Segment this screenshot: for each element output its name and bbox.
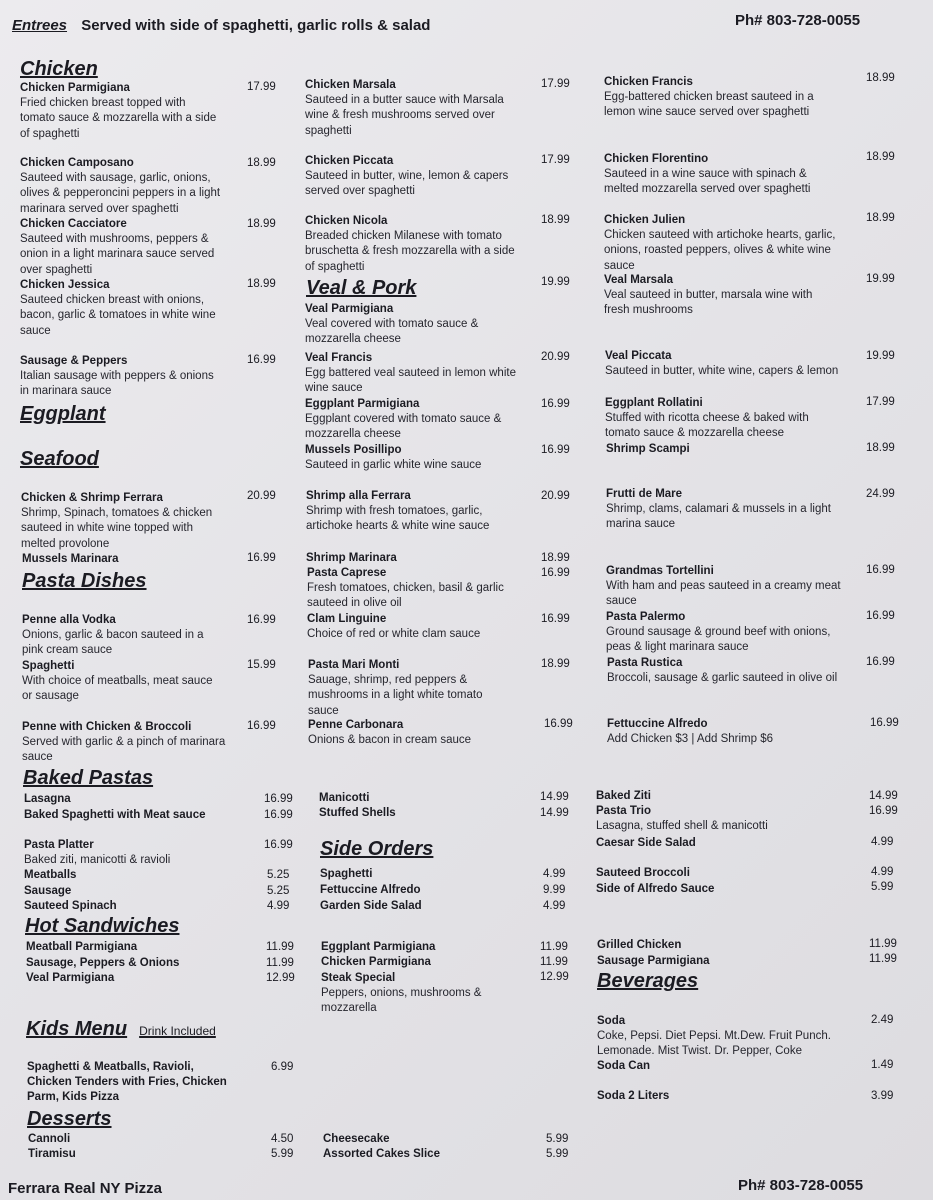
menu-item-description: Sauteed in a butter sauce with Marsala wine & fresh mushrooms served over spaghetti [305,94,504,137]
menu-item-veal-piccata [605,349,838,379]
menu-item-name: Chicken Jessica [20,279,110,291]
menu-item-price: 17.99 [541,78,570,90]
section-seafood: Seafood [20,448,99,470]
menu-item-price: 16.99 [264,793,293,805]
menu-item-description: Breaded chicken Milanese with tomato bruschetta & fresh mozzarella with a side of spaghetti [305,230,515,273]
menu-item-name: Side of Alfredo Sauce [596,883,715,895]
menu-item-name: Veal Piccata [605,350,672,362]
menu-item-name: Mussels Marinara [22,553,119,565]
menu-item-description: Sauteed with mushrooms, peppers & onion in a light marinara sauce served over spaghetti [20,233,215,276]
menu-item-price: 17.99 [247,81,276,93]
menu-item-price: 6.99 [271,1061,294,1073]
menu-item-manicotti [319,791,369,806]
menu-item-name: Mussels Posillipo [305,444,402,456]
menu-item-pasta-rustica [607,656,837,686]
menu-item-name: Chicken Piccata [305,155,394,167]
menu-item-penne-alla-vodka [22,613,204,659]
menu-item-name: Eggplant Parmigiana [305,398,420,410]
menu-item-price: 12.99 [540,971,569,983]
menu-item-stuffed-shells [319,806,396,821]
section-hot-sandwiches: Hot Sandwiches [25,915,180,937]
menu-item-name: Shrimp alla Ferrara [306,490,411,502]
header-entrees [12,17,430,34]
menu-item-sausage [24,884,71,899]
section-veal-pork: Veal & Pork [306,277,417,299]
section-desserts: Desserts [27,1108,112,1130]
menu-item-price: 18.99 [866,151,895,163]
menu-item-caesar-side-salad [596,836,696,851]
menu-item-name: Pasta Platter [24,839,94,851]
menu-item-description: Fresh tomatoes, chicken, basil & garlic sauteed in olive oil [307,582,504,610]
menu-item-name: Sausage Parmigiana [597,955,710,967]
menu-item-price: 5.99 [546,1133,569,1145]
menu-item-price: 5.99 [871,881,894,893]
menu-item-name: Soda [597,1015,626,1027]
menu-item-eggplant-parmigiana [321,940,435,955]
section-baked-pastas: Baked Pastas [23,767,154,789]
menu-item-name: Penne with Chicken & Broccoli [22,721,192,733]
menu-item-eggplant-rollatini [605,396,809,442]
menu-item-description: Veal covered with tomato sauce & mozzarella cheese [305,318,479,346]
menu-item-name: Chicken Parmigiana [20,82,130,94]
menu-item-price: 18.99 [541,214,570,226]
menu-item-name: Sauteed Broccoli [596,867,690,879]
menu-item-description: Sauage, shrimp, red peppers & mushrooms in a light white tomato sauce [308,674,483,717]
menu-item-soda [597,1014,831,1060]
menu-item-description: Eggplant covered with tomato sauce & mozzarella cheese [305,413,502,441]
menu-item-description: Sauteed in garlic white wine sauce [305,459,482,471]
menu-item-baked-ziti [596,789,651,804]
menu-item-price: 18.99 [247,218,276,230]
menu-item-tiramisu [28,1147,76,1162]
menu-item-description: Veal sauteed in butter, marsala wine with fresh mushrooms [604,289,813,317]
menu-item-price: 16.99 [247,552,276,564]
menu-item-name: Soda Can [597,1060,651,1072]
menu-item-name: Clam Linguine [307,613,387,625]
menu-item-description: Sauteed in butter, white wine, capers & lemon [605,365,839,377]
menu-item-name: Veal Parmigiana [305,303,394,315]
menu-item-price: 5.99 [271,1148,294,1160]
menu-item-pasta-trio [596,804,768,834]
menu-item-price: 16.99 [264,839,293,851]
menu-item-shrimp-alla-ferrara [306,489,489,535]
menu-item-soda-can [597,1059,650,1074]
kids-menu-note: Drink Included [139,1024,216,1038]
menu-item-price: 20.99 [541,351,570,363]
menu-item-price: 11.99 [540,941,568,953]
menu-item-name: Eggplant Parmigiana [321,941,436,953]
menu-item-price: 11.99 [540,956,568,968]
menu-item-fettuccine-alfredo [320,883,421,898]
menu-item-assorted-cakes-slice [323,1147,440,1162]
menu-item-price: 18.99 [866,212,895,224]
menu-item-price: 14.99 [869,790,898,802]
menu-item-veal-marsala [604,273,812,319]
menu-item-chicken-piccata [305,154,508,200]
menu-item-pasta-palermo [606,610,830,656]
section-beverages: Beverages [597,970,699,992]
menu-item-price: 18.99 [866,442,895,454]
menu-item-description: With ham and peas sauteed in a creamy meat sauce [606,580,841,608]
menu-item-name: Chicken Marsala [305,79,396,91]
menu-item-description: Sauteed chicken breast with onions, bacon, garlic & tomatoes in white wine sauce [20,294,216,337]
menu-item-penne-carbonara [308,718,471,748]
menu-item-chicken-parmigiana [321,955,431,970]
menu-item-name: Cheesecake [323,1133,390,1145]
menu-item-price: 12.99 [266,972,295,984]
menu-item-name: Garden Side Salad [320,900,422,912]
menu-item-soda-2-liters [597,1089,669,1104]
menu-item-name: Sausage & Peppers [20,355,128,367]
menu-item-spaghetti [22,659,212,705]
menu-item-price: 19.99 [866,273,895,285]
menu-item-price: 19.99 [866,350,895,362]
menu-item-price: 14.99 [540,791,569,803]
phone-number-bottom: Ph# 803-728-0055 [738,1177,864,1194]
menu-item-chicken-marsala [305,78,504,139]
menu-item-price: 4.99 [543,868,566,880]
menu-item-price: 16.99 [866,656,895,668]
menu-item-description: Served with garlic & a pinch of marinara sauce [22,736,226,764]
menu-item-name: Grilled Chicken [597,939,682,951]
menu-item-frutti-de-mare [606,487,831,533]
menu-item-name: Sausage, Peppers & Onions [26,957,180,969]
menu-item-name: Manicotti [319,792,370,804]
menu-item-pasta-mari-monti [308,658,483,719]
menu-item-price: 4.99 [871,866,894,878]
menu-item-price: 20.99 [247,490,276,502]
section-pasta-dishes: Pasta Dishes [22,570,147,592]
menu-item-description: Egg-battered chicken breast sauteed in a lemon wine sauce served over spaghetti [604,91,814,119]
menu-item-description: Onions, garlic & bacon sauteed in a pink cream sauce [22,629,204,657]
menu-item-name: Stuffed Shells [319,807,396,819]
section-eggplant: Eggplant [20,403,106,425]
menu-item-name: Pasta Caprese [307,567,387,579]
menu-item-name: Pasta Trio [596,805,651,817]
menu-item-price: 5.25 [267,885,290,897]
menu-item-description: Peppers, onions, mushrooms & mozzarella [321,987,482,1015]
menu-item-price: 16.99 [541,567,570,579]
menu-item-price: 16.99 [869,805,898,817]
menu-item-description: Egg battered veal sauteed in lemon white wine sauce [305,367,516,395]
menu-item-price: 9.99 [543,884,566,896]
menu-item-name: Chicken Julien [604,214,686,226]
menu-item-price: 20.99 [541,490,570,502]
menu-item-meatballs [24,868,76,883]
menu-item-name: Penne Carbonara [308,719,404,731]
menu-item-cheesecake [323,1132,390,1147]
menu-item-name: Chicken Cacciatore [20,218,127,230]
menu-item-price: 16.99 [544,718,573,730]
menu-item-name: Sauteed Spinach [24,900,117,912]
section-kids-menu [26,1018,216,1041]
menu-item-description: Onions & bacon in cream sauce [308,734,472,746]
menu-item-price: 11.99 [266,957,294,969]
menu-item-price: 18.99 [541,552,570,564]
menu-item-price: 16.99 [247,354,276,366]
menu-item-price: 1.49 [871,1059,894,1071]
menu-item-mussels-posillipo [305,443,481,473]
menu-item-name: Penne alla Vodka [22,614,116,626]
menu-item-veal-francis [305,351,516,397]
menu-item-veal-parmigiana [26,971,114,986]
menu-item-name: Baked Spaghetti with Meat sauce [24,809,206,821]
menu-item-description: Broccoli, sausage & garlic sauteed in olive oil [607,672,838,684]
menu-item-name: Lasagna [24,793,71,805]
menu-item-description: Baked ziti, manicotti & ravioli [24,854,171,866]
menu-item-name: Spaghetti & Meatballs, Ravioli, Chicken Tenders with Fries, Chicken Parm, Kids Pizza [27,1061,227,1103]
menu-item-fettuccine-alfredo [607,717,773,747]
menu-item-price: 4.50 [271,1133,294,1145]
menu-item-sauteed-broccoli [596,866,690,881]
menu-item-chicken-parmigiana [20,81,216,142]
menu-item-name: Frutti de Mare [606,488,683,500]
menu-item-description: Ground sausage & ground beef with onions, peas & light marinara sauce [606,626,831,654]
menu-item-name: Chicken Nicola [305,215,388,227]
menu-item-description: Coke, Pepsi. Diet Pepsi. Mt.Dew. Fruit Punch. Lemonade. Mist Twist. Dr. Pepper, Coke [597,1030,831,1058]
menu-item-chicken-jessica [20,278,216,339]
menu-item-price: 24.99 [866,488,895,500]
menu-item-grilled-chicken [597,938,681,953]
menu-item-name: Steak Special [321,972,396,984]
menu-item-name: Eggplant Rollatini [605,397,703,409]
menu-item-name: Assorted Cakes Slice [323,1148,440,1160]
menu-item-name: Veal Parmigiana [26,972,115,984]
menu-item-price: 3.99 [871,1090,894,1102]
menu-item-price: 17.99 [541,154,570,166]
menu-item-price: 16.99 [541,444,570,456]
menu-item-sausage-peppers [20,354,214,400]
menu-item-name: Shrimp Marinara [306,552,397,564]
menu-item-price: 4.99 [267,900,290,912]
menu-item-pasta-caprese [307,566,504,612]
menu-item-name: Spaghetti [320,868,373,880]
menu-item-mussels-marinara [22,552,119,567]
menu-item-price: 16.99 [247,614,276,626]
menu-item-price: 5.25 [267,869,290,881]
menu-item-name: Chicken & Shrimp Ferrara [21,492,163,504]
menu-item-name: Chicken Florentino [604,153,709,165]
menu-item-price: 15.99 [247,659,276,671]
menu-item-price: 4.99 [543,900,566,912]
menu-item-sauteed-spinach [24,899,117,914]
menu-item-name: Veal Francis [305,352,373,364]
menu-item-description: Fried chicken breast topped with tomato sauce & mozzarella with a side of spaghetti [20,97,217,140]
menu-item-description: Chicken sauteed with artichoke hearts, garlic, onions, roasted peppers, olives & white wine sauce [604,229,836,272]
kids-menu-title: Kids Menu [26,1018,128,1040]
menu-item-description: Sauteed in butter, wine, lemon & capers served over spaghetti [305,170,509,198]
menu-item-name: Sausage [24,885,72,897]
entrees-note: Served with side of spaghetti, garlic rolls & salad [81,17,431,34]
menu-item-chicken-camposano [20,156,220,217]
menu-item-shrimp-scampi [606,442,690,457]
menu-item-price: 5.99 [546,1148,569,1160]
menu-item-name: Tiramisu [28,1148,76,1160]
menu-item-grandmas-tortellini [606,564,841,610]
menu-item-cannoli [28,1132,70,1147]
menu-item-description: Sauteed in a wine sauce with spinach & melted mozzarella served over spaghetti [604,168,811,196]
menu-item-price: 16.99 [870,717,899,729]
menu-item-price: 18.99 [541,658,570,670]
menu-item-description: Sauteed with sausage, garlic, onions, olives & pepperoncini peppers in a light marinara served over spaghetti [20,172,221,215]
menu-item-description: Shrimp, Spinach, tomatoes & chicken sauteed in white wine topped with melted provolone [21,507,213,550]
menu-item-description: Add Chicken $3 | Add Shrimp $6 [607,733,774,745]
menu-item-name: Grandmas Tortellini [606,565,714,577]
menu-item-garden-side-salad [320,899,422,914]
menu-item-name: Pasta Palermo [606,611,686,623]
menu-item-lasagna [24,792,71,807]
restaurant-name: Ferrara Real NY Pizza [8,1180,162,1197]
menu-item-chicken-shrimp-ferrara [21,491,212,552]
menu-item-name: Chicken Camposano [20,157,134,169]
menu-item-description: Italian sausage with peppers & onions in marinara sauce [20,370,214,398]
menu-item-name: Soda 2 Liters [597,1090,670,1102]
menu-item-name: Shrimp Scampi [606,443,690,455]
menu-item-price: 16.99 [866,610,895,622]
menu-item-chicken-julien [604,213,835,274]
menu-item-price: 19.99 [541,276,570,288]
section-chicken: Chicken [20,58,98,80]
menu-item-price: 16.99 [247,720,276,732]
menu-item-side-of-alfredo-sauce [596,882,714,897]
menu-item-description: With choice of meatballs, meat sauce or sausage [22,675,213,703]
menu-item-price: 18.99 [866,72,895,84]
menu-item-name: Pasta Mari Monti [308,659,400,671]
menu-item-chicken-florentino [604,152,810,198]
menu-item-meatball-parmigiana [26,940,137,955]
menu-item-description: Shrimp with fresh tomatoes, garlic, artichoke hearts & white wine sauce [306,505,490,533]
menu-item-sausage-peppers-onions [26,956,179,971]
menu-item-name: Cannoli [28,1133,71,1145]
menu-item-description: Choice of red or white clam sauce [307,628,481,640]
menu-item-sausage-parmigiana [597,954,710,969]
menu-item-name: Veal Marsala [604,274,674,286]
menu-item-price: 18.99 [247,157,276,169]
menu-item-chicken-francis [604,75,814,121]
entrees-label: Entrees [12,17,68,34]
menu-item-name: Baked Ziti [596,790,651,802]
menu-item-price: 11.99 [869,938,897,950]
menu-item-spaghetti-meatballs-ravioli-chicken-tend [27,1060,227,1105]
menu-item-price: 16.99 [541,613,570,625]
menu-item-baked-spaghetti-with-meat-sauce [24,808,206,823]
menu-item-price: 14.99 [540,807,569,819]
menu-item-price: 4.99 [871,836,894,848]
menu-item-pasta-platter [24,838,170,868]
menu-item-name: Meatball Parmigiana [26,941,138,953]
menu-item-price: 17.99 [866,396,895,408]
menu-item-price: 18.99 [247,278,276,290]
menu-item-description: Stuffed with ricotta cheese & baked with tomato sauce & mozzarella cheese [605,412,809,440]
menu-item-name: Meatballs [24,869,77,881]
section-side-orders: Side Orders [320,838,434,860]
menu-item-price: 11.99 [266,941,294,953]
menu-item-steak-special [321,971,481,1017]
menu-item-name: Caesar Side Salad [596,837,696,849]
menu-item-name: Chicken Francis [604,76,693,88]
menu-item-description: Shrimp, clams, calamari & mussels in a light marina sauce [606,503,831,531]
menu-item-name: Spaghetti [22,660,75,672]
menu-item-price: 2.49 [871,1014,894,1026]
menu-item-chicken-nicola [305,214,515,275]
menu-item-eggplant-parmigiana [305,397,501,443]
menu-item-shrimp-marinara [306,551,397,566]
menu-item-price: 11.99 [869,953,897,965]
menu-item-name: Fettuccine Alfredo [320,884,421,896]
menu-item-chicken-cacciatore [20,217,214,278]
menu-item-spaghetti [320,867,372,882]
menu-item-price: 16.99 [264,809,293,821]
menu-item-veal-parmigiana [305,302,478,348]
menu-item-price: 16.99 [541,398,570,410]
menu-item-price: 16.99 [866,564,895,576]
menu-item-penne-with-chicken-broccoli [22,720,225,766]
menu-item-name: Chicken Parmigiana [321,956,431,968]
menu-item-description: Lasagna, stuffed shell & manicotti [596,820,768,832]
menu-item-name: Fettuccine Alfredo [607,718,708,730]
menu-item-clam-linguine [307,612,480,642]
menu-item-name: Pasta Rustica [607,657,683,669]
phone-number-top: Ph# 803-728-0055 [735,12,861,29]
